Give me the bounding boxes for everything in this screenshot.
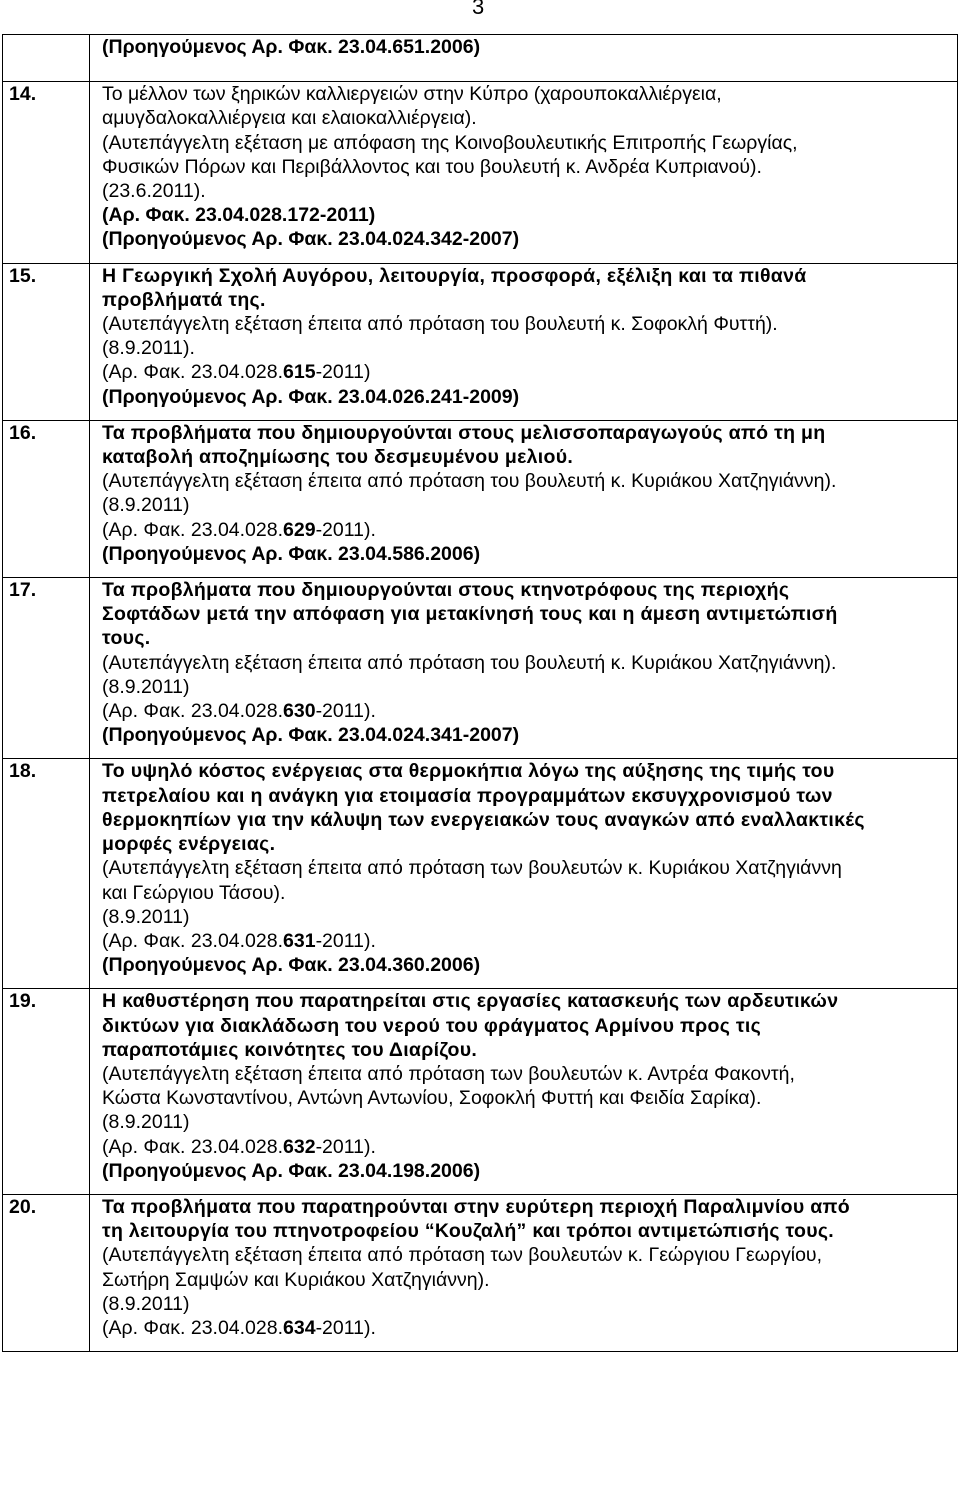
agenda-item-row [3,420,958,577]
file-ref-part: (Αρ. Φακ. 23.04.028. [102,929,284,952]
item-content-cell [90,420,958,577]
item-detail-line: (Αυτεπάγγελτη εξέταση με απόφαση της Κοινοβουλευτικής Επιτροπής Γεωργίας, [102,131,798,154]
item-detail-line: και Γεώργιου Τάσου). [102,881,286,904]
file-ref [102,1316,953,1340]
previous-file-ref: (Προηγούμενος Αρ. Φακ. 23.04.586.2006) [102,542,481,565]
item-detail-line: Σωτήρη Σαμψών και Κυριάκου Χατζηγιάννη). [102,1268,490,1291]
item-number: 16. [3,420,90,577]
item-number-cell [3,35,90,82]
agenda-item-row [3,82,958,263]
item-content-cell [90,263,958,420]
item-detail-line: (Αυτεπάγγελτη εξέταση έπειτα από πρόταση των βουλευτών κ. Κυριάκου Χατζηγιάννη [102,857,842,880]
item-detail-line: (23.6.2011). [102,180,206,203]
item-detail-line: (8.9.2011) [102,905,190,928]
file-ref-part: -2011). [315,929,376,952]
agenda-row-continuation [3,35,958,82]
file-ref [102,360,953,384]
item-title-line: πετρελαίου και η ανάγκη για ετοιμασία προγραμμάτων εκσυγχρονισμού των [102,784,833,807]
item-title-line: Τα προβλήματα που παρατηρούνται στην ευρύτερη περιοχή Παραλιμνίου από [102,1195,850,1218]
file-ref-part: -2011). [315,518,376,541]
file-ref-part: (Αρ. Φακ. 23.04.028. [102,700,284,723]
item-number: 14. [3,82,90,263]
file-ref-part: 172 [287,204,320,227]
agenda-item-row [3,263,958,420]
item-number: 19. [3,989,90,1195]
file-ref-part: 630 [283,700,316,723]
item-detail-line: (Αυτεπάγγελτη εξέταση έπειτα από πρόταση των βουλευτών κ. Γεώργιου Γεωργίου, [102,1244,823,1267]
item-content-cell [90,82,958,263]
file-ref-part: 634 [283,1316,316,1339]
item-title-line: τη λειτουργία του πτηνοτροφείου “Κουζαλή” και τρόποι αντιμετώπισής τους. [102,1220,834,1243]
file-ref-part: -2011). [315,1316,376,1339]
item-title-line: Σοφτάδων μετά την απόφαση για μετακίνησή τους και η άμεση αντιμετώπισή [102,603,838,626]
item-detail-line: (Αυτεπάγγελτη εξέταση έπειτα από πρόταση του βουλευτή κ. Σοφοκλή Φυττή). [102,313,778,336]
item-title-line: Το υψηλό κόστος ενέργειας στα θερμοκήπια λόγω της αύξησης της τιμής του [102,760,835,783]
file-ref-part: (Αρ. Φακ. 23.04.028. [102,204,288,227]
item-detail-line: (8.9.2011) [102,1111,190,1134]
file-ref-part: 629 [283,518,316,541]
agenda-item-row [3,578,958,759]
item-detail-line: (8.9.2011) [102,1292,190,1315]
item-detail-line: (Αυτεπάγγελτη εξέταση έπειτα από πρόταση του βουλευτή κ. Κυριάκου Χατζηγιάννη). [102,470,837,493]
item-detail-line: Φυσικών Πόρων και Περιβάλλοντος και του βουλευτή κ. Ανδρέα Κυπριανού). [102,155,762,178]
agenda-item-row [3,989,958,1195]
agenda-table [2,34,958,1352]
item-number: 17. [3,578,90,759]
item-title-line: μορφές ενέργειας. [102,833,276,856]
item-title-line: Τα προβλήματα που δημιουργούνται στους κτηνοτρόφους της περιοχής [102,579,790,602]
previous-file-ref: (Προηγούμενος Αρ. Φακ. 23.04.651.2006) [102,36,481,58]
item-content-cell [90,578,958,759]
item-title-line: καταβολή αποζημίωσης του δεσμευμένου μελιού. [102,446,574,469]
previous-file-ref: (Προηγούμενος Αρ. Φακ. 23.04.198.2006) [102,1159,481,1182]
item-detail-line: (8.9.2011). [102,337,195,360]
file-ref-part: (Αρ. Φακ. 23.04.028. [102,1316,284,1339]
file-ref [102,1135,953,1159]
item-title-line: τους. [102,627,151,650]
item-detail-line: (Αυτεπάγγελτη εξέταση έπειτα από πρόταση του βουλευτή κ. Κυριάκου Χατζηγιάννη). [102,651,837,674]
previous-file-ref: (Προηγούμενος Αρ. Φακ. 23.04.024.341-2007) [102,724,520,747]
item-title-line: προβλήματά της. [102,288,266,311]
item-title-line: παραποτάμιες κοινότητες του Διαρίζου. [102,1038,478,1061]
item-detail-line: (8.9.2011) [102,675,190,698]
previous-file-ref: (Προηγούμενος Αρ. Φακ. 23.04.026.241-2009) [102,385,520,408]
file-ref-part: -2011). [315,1135,376,1158]
item-number: 15. [3,263,90,420]
item-detail-line: Κώστα Κωνσταντίνου, Αντώνη Αντωνίου, Σοφοκλή Φυττή και Φειδία Σαρίκα). [102,1087,762,1110]
file-ref-part: (Αρ. Φακ. 23.04.028. [102,518,284,541]
file-ref [102,699,953,723]
item-title-line: θερμοκηπίων για την κάλυψη των ενεργειακών τους αναγκών από εναλλακτικές [102,808,865,831]
previous-file-ref: (Προηγούμενος Αρ. Φακ. 23.04.360.2006) [102,954,481,977]
page-number: 3 [472,0,485,19]
item-title-line: δικτύων για διακλάδωση του νερού του φράγματος Αρμίνου προς τις [102,1014,762,1037]
file-ref-part: -2011) [319,204,376,227]
file-ref-part: (Αρ. Φακ. 23.04.028. [102,1135,284,1158]
file-ref-part: 631 [283,929,316,952]
item-title-line: Η καθυστέρηση που παρατηρείται στις εργασίες κατασκευής των αρδευτικών [102,990,839,1013]
agenda-item-row [3,759,958,989]
file-ref-part: 632 [283,1135,316,1158]
file-ref-part: -2011) [315,361,371,384]
file-ref [102,929,953,953]
file-ref [102,518,953,542]
file-ref [102,203,953,227]
item-title-line: αμυγδαλοκαλλιέργεια και ελαιοκαλλιέργεια). [102,107,477,130]
file-ref-part: -2011). [315,700,376,723]
agenda-item-row [3,1194,958,1351]
file-ref-part: (Αρ. Φακ. 23.04.028. [102,361,284,384]
item-title-line: Η Γεωργική Σχολή Αυγόρου, λειτουργία, προσφορά, εξέλιξη και τα πιθανά [102,264,807,287]
item-content-cell [90,35,958,82]
item-detail-line: (8.9.2011) [102,494,190,517]
item-title-line: Το μέλλον των ξηρικών καλλιεργειών στην Κύπρο (χαρουποκαλλιέργεια, [102,83,722,106]
file-ref-part: 615 [283,361,316,384]
item-content-cell [90,1194,958,1351]
previous-file-ref: (Προηγούμενος Αρ. Φακ. 23.04.024.342-2007) [102,228,520,251]
item-content-cell [90,989,958,1195]
item-number: 20. [3,1194,90,1351]
item-title-line: Τα προβλήματα που δημιουργούνται στους μελισσοπαραγωγούς από τη μη [102,421,826,444]
item-detail-line: (Αυτεπάγγελτη εξέταση έπειτα από πρόταση των βουλευτών κ. Αντρέα Φακοντή, [102,1062,795,1085]
item-content-cell [90,759,958,989]
item-number: 18. [3,759,90,989]
